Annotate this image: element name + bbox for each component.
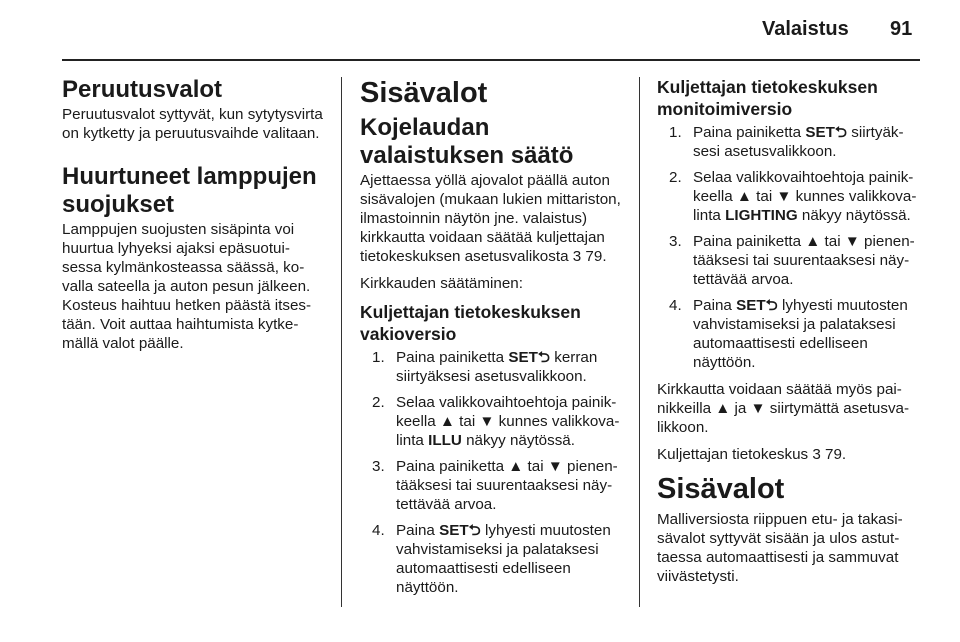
step-number: 1. [669, 124, 682, 141]
list-item [372, 348, 622, 386]
column-divider-1 [341, 77, 342, 607]
step-text: Paina [693, 297, 737, 314]
section-heading-interior-lights: Sisävalot [657, 473, 785, 505]
interior-lights-text: Malliversiosta riippuen etu- ja takasisävalot syttyvät sisään ja ulos astuttaessa automaattisesti ja sammuvat viivästetysti. [657, 511, 903, 585]
step-text: Selaa valikkovaihtoehtoja painikkeella ▲ tai ▼ kunnes valikkovalinta [693, 169, 917, 224]
step-number: 3. [669, 233, 682, 250]
fogged-covers-text: Lamppujen suojusten sisäpinta voi huurtua lyhyeksi ajaksi epäsuotuisessa kylmänkosteassa säässä, kovalla sateella ja auton pesun jälkeen. Kosteus haihtuu hetken päästä itsestään. Voit auttaa haihtumista kytkemällä valot päälle. [62, 221, 312, 352]
step-text: Paina painiketta ▲ tai ▼ pienentääksesi tai suurentaaksesi näytettävää arvoa. [396, 458, 618, 513]
header-rule [62, 59, 920, 61]
menu-option-label: ILLU [428, 432, 462, 449]
basic-info-display-heading: Kuljettajan tietokeskuksen vakioversio [360, 302, 581, 344]
list-item [372, 457, 622, 514]
multi-steps-list [657, 123, 921, 372]
step-number: 3. [372, 458, 385, 475]
step-text: näkyy näytössä. [461, 432, 575, 449]
section-heading-reversing-lights: Peruutusvalot [62, 76, 223, 103]
step-text: Paina painiketta ▲ tai ▼ pienentääksesi tai suurentaaksesi näytettävää arvoa. [693, 233, 915, 288]
column-3 [657, 76, 921, 594]
column-divider-2 [639, 77, 640, 607]
step-text: lyhyesti muutosten vahvistamiseksi ja palataksesi automaattisesti edelliseen näyttöön. [396, 522, 611, 596]
step-text: Paina painiketta [693, 124, 806, 141]
set-button-label: SET⮌ [508, 349, 551, 366]
reversing-lights-text: Peruutusvalot syttyvät, kun sytytysvirta on kytketty ja peruutusvaihde valitaan. [62, 106, 323, 142]
main-heading-interior-lights: Sisävalot [360, 77, 488, 109]
column-1 [62, 76, 324, 361]
subheading-dashboard-lighting: Kojelaudan valaistuksen säätö [360, 114, 574, 169]
page-reference-link[interactable]: 3 79. [572, 248, 607, 265]
step-text: lyhyesti muutosten vahvistamiseksi ja palataksesi automaattisesti edelliseen näyttöön. [693, 297, 908, 371]
info-display-reference: Kuljettajan tietokeskus 3 79. [657, 446, 847, 463]
step-number: 4. [372, 522, 385, 539]
list-item [372, 521, 622, 597]
page-header-title: Valaistus [762, 18, 849, 40]
multi-info-display-heading: Kuljettajan tietokeskuksen monitoimiversio [657, 77, 878, 119]
brightness-buttons-text: Kirkkautta voidaan säätää myös painikkeilla ▲ ja ▼ siirtymättä asetusvalikkoon. [657, 381, 910, 436]
list-item [372, 393, 622, 450]
set-button-label: SET⮌ [805, 124, 848, 141]
step-number: 2. [372, 394, 385, 411]
column-2 [360, 76, 622, 605]
step-number: 2. [669, 169, 682, 186]
step-text: Selaa valikkovaihtoehtoja painikkeella ▲ tai ▼ kunnes valikkovalinta [396, 394, 620, 449]
step-text: kerran siirtyäksesi asetusvalikkoon. [396, 349, 598, 385]
step-text: Paina [396, 522, 440, 539]
step-text: näkyy näytössä. [797, 207, 911, 224]
step-number: 1. [372, 349, 385, 366]
step-number: 4. [669, 297, 682, 314]
menu-option-label: LIGHTING [725, 207, 798, 224]
section-heading-fogged-covers: Huurtuneet lamppujen suojukset [62, 163, 317, 218]
intro-text: Ajettaessa yöllä ajovalot päällä auton sisävalojen (mukaan lukien mittariston, ilmastoinnin näytön jne. valaistus) kirkkautta voidaan säätää kuljettajan tietokeskuksen asetusvalikosta [360, 172, 621, 265]
list-item [669, 123, 921, 161]
step-text: Paina painiketta [396, 349, 509, 366]
set-button-label: SET⮌ [439, 522, 481, 539]
dashboard-lighting-intro [360, 171, 622, 266]
basic-steps-list [360, 348, 622, 597]
brightness-adjust-label: Kirkkauden säätäminen: [360, 275, 523, 292]
page-number: 91 [890, 18, 913, 40]
list-item [669, 296, 921, 372]
list-item [669, 168, 921, 225]
set-button-label: SET⮌ [736, 297, 778, 314]
step-text: siirtyäksesi asetusvalikkoon. [693, 124, 904, 160]
list-item [669, 232, 921, 289]
